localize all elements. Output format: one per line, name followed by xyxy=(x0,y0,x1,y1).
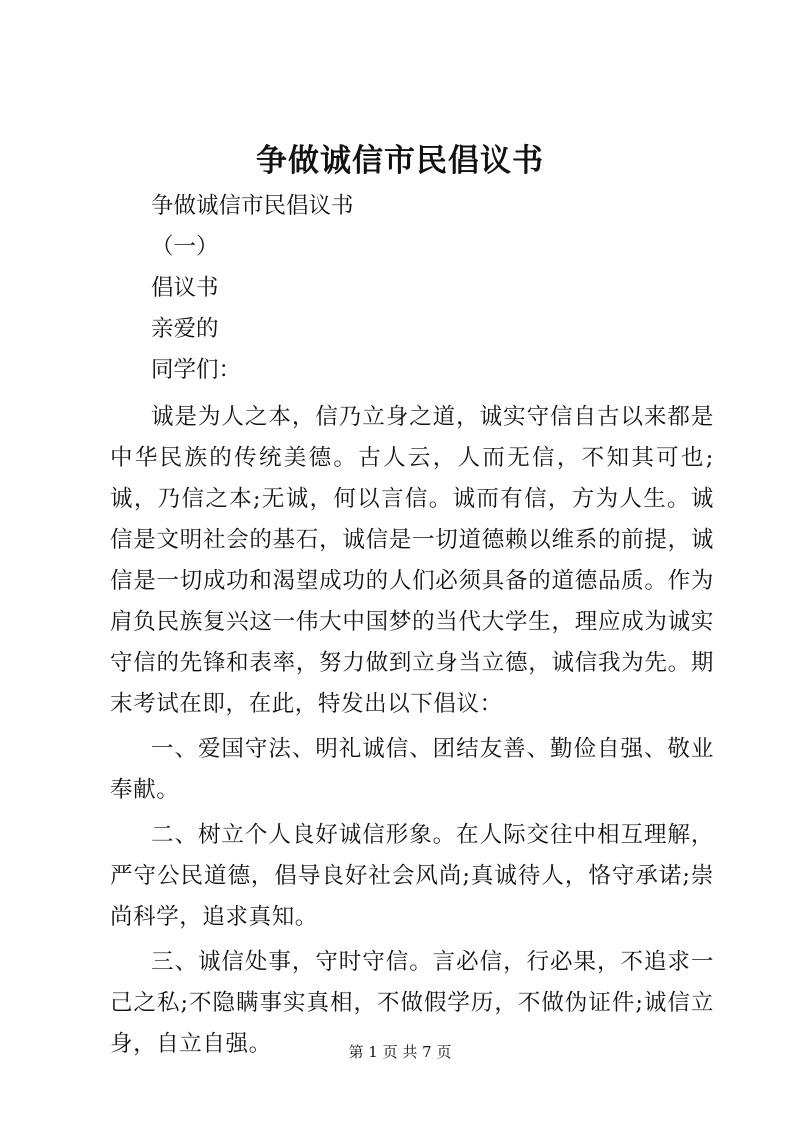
document-title: 争做诚信市民倡议书 xyxy=(256,143,544,179)
doc-type-label: 倡议书 xyxy=(151,275,219,301)
proposal-item-2: 二、树立个人良好诚信形象。在人际交往中相互理解，严守公民道德，倡导良好社会风尚;真诚待人，恪守承诺;崇尚科学，追求真知。 xyxy=(110,822,714,930)
salutation-line-2: 同学们： xyxy=(151,357,242,383)
salutation-line-1: 亲爱的 xyxy=(151,316,219,342)
section-number: （一） xyxy=(151,234,219,260)
proposal-item-3: 三、诚信处事，守时守信。言必信，行必果，不追求一己之私;不隐瞒事实真相，不做假学历，不做伪证件;诚信立身，自立自强。 xyxy=(110,949,714,1057)
proposal-item-1: 一、爱国守法、明礼诚信、团结友善、勤俭自强、敬业奉献。 xyxy=(110,736,714,803)
document-body xyxy=(110,186,714,1065)
intro-paragraph: 诚是为人之本，信乃立身之道，诚实守信自古以来都是中华民族的传统美德。古人云，人而无信，不知其可也;诚，乃信之本;无诚，何以言信。诚而有信，方为人生。诚信是文明社会的基石，诚信是一切道德赖以维系的前提，诚信是一切成功和渴望成功的人们必须具备的道德品质。作为肩负民族复兴这一伟大中国梦的当代大学生，理应成为诚实守信的先锋和表率，努力做到立身当立德，诚信我为先。期末考试在即，在此，特发出以下倡议： xyxy=(110,404,714,717)
subtitle-line: 争做诚信市民倡议书 xyxy=(151,193,354,219)
page-footer: 第 1 页 共 7 页 xyxy=(348,1043,452,1061)
